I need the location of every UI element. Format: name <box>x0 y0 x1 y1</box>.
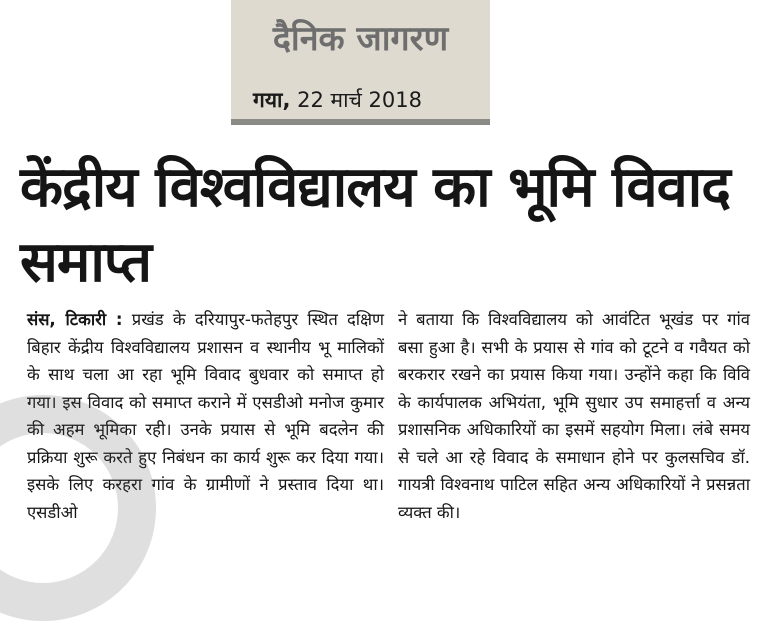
article-paragraph-left <box>27 306 384 526</box>
dateline <box>253 86 422 114</box>
newspaper-name: दैनिक जागरण <box>272 19 449 59</box>
article-column-left <box>27 306 384 526</box>
article-byline: संस, टिकारी : <box>27 310 123 329</box>
newspaper-masthead <box>231 0 490 125</box>
dateline-city: गया, <box>253 88 291 112</box>
article-body-left: प्रखंड के दरियापुर-फतेहपुर स्थित दक्षिण बिहार केंद्रीय विश्वविद्यालय प्रशासन व स्थानीय भू मालिकों के साथ चला आ रहा भूमि विवाद बुधवार को समाप्त हो गया। इस विवाद को समाप्त कराने में एसडीओ मनोज कुमार की अहम भूमिका रही। उनके प्रयास से भूमि बदलेन की प्रक्रिया शुरू करते हुए निबंधन का कार्य शुरू कर दिया गया। इसके लिए करहरा गांव के ग्रामीणों ने प्रस्ताव दिया था। एसडीओ <box>27 310 385 522</box>
dateline-date: 22 मार्च 2018 <box>297 88 422 112</box>
article-body-right: ने बताया कि विश्वविद्यालय को आवंटित भूखंड पर गांव बसा हुआ है। सभी के प्रयास से गांव को टूटने व गवैयत को बरकरार रखने का प्रयास किया गया। उन्होंने कहा कि विवि के कार्यपालक अभियंता, भूमि सुधार उप समाहर्त्ता व अन्य प्रशासनिक अधिकारियों का इसमें सहयोग मिला। लंबे समय से चले आ रहे विवाद के समाधान होने पर कुलसचिव डॉ. गायत्री विश्वनाथ पाटिल सहित अन्य अधिकारियों ने प्रसन्नता व्यक्त की। <box>398 310 750 522</box>
article-column-right <box>398 306 750 526</box>
article-headline: केंद्रीय विश्वविद्यालय का भूमि विवाद समाप्त <box>20 155 731 295</box>
